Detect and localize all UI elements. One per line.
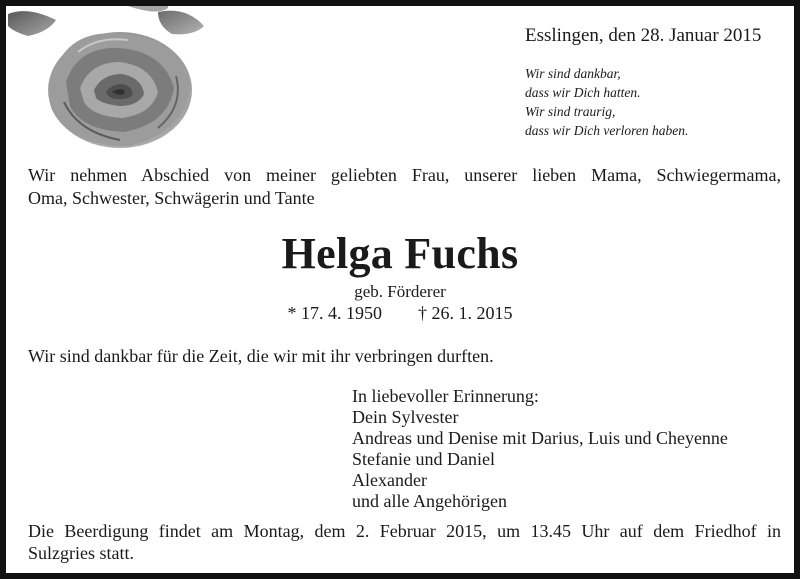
deceased-name: Helga Fuchs	[281, 229, 519, 278]
mourners-heading: In liebevoller Erinnerung:	[352, 386, 539, 406]
mourner-entry: und alle Angehörigen	[352, 491, 507, 511]
poem	[525, 64, 785, 140]
birth-date: * 17. 4. 1950	[287, 303, 382, 323]
intro-paragraph	[28, 164, 781, 210]
intro-line: Wir nehmen Abschied von meiner geliebten Frau, unserer lieben Mama, Schwiegermama,	[28, 165, 781, 185]
poem-line: dass wir Dich verloren haben.	[525, 123, 689, 138]
funeral-line: Die Beerdigung findet am Montag, dem 2. Februar 2015, um 13.45 Uhr auf dem Friedhof in	[28, 521, 781, 541]
life-dates	[6, 303, 794, 324]
mourner-entry: Alexander	[352, 470, 427, 490]
thanks-line: Wir sind dankbar für die Zeit, die wir mit ihr verbringen durften.	[28, 346, 494, 366]
funeral-line: Sulzgries statt.	[28, 543, 134, 563]
mourner-entry: Andreas und Denise mit Darius, Luis und Cheyenne	[352, 428, 728, 448]
rose-image	[8, 6, 208, 154]
poem-line: dass wir Dich hatten.	[525, 85, 641, 100]
death-date: † 26. 1. 2015	[418, 303, 513, 323]
intro-line: Oma, Schwester, Schwägerin und Tante	[28, 188, 315, 208]
mourners-list	[352, 386, 728, 512]
poem-line: Wir sind traurig,	[525, 104, 616, 119]
birth-name: geb. Förderer	[354, 282, 446, 301]
poem-line: Wir sind dankbar,	[525, 66, 621, 81]
funeral-notice	[28, 520, 781, 564]
mourner-entry: Stefanie und Daniel	[352, 449, 495, 469]
mourner-entry: Dein Sylvester	[352, 407, 459, 427]
place-and-date: Esslingen, den 28. Januar 2015	[525, 25, 762, 46]
